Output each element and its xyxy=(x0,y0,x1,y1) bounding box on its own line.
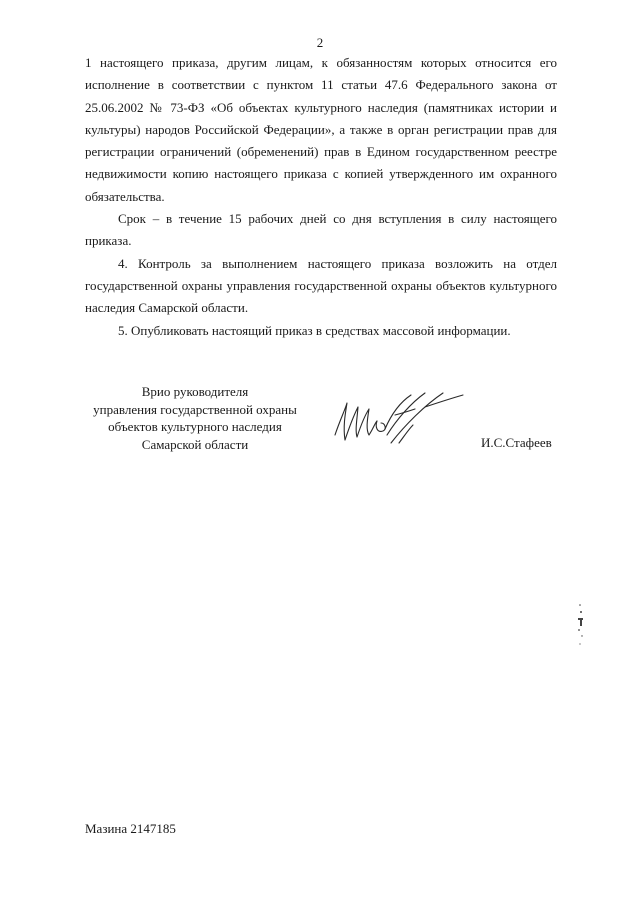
scan-artifact xyxy=(570,600,590,650)
position-line: управления государственной охраны xyxy=(93,401,297,417)
signatory-position xyxy=(85,383,305,453)
paragraph-item-5: 5. Опубликовать настоящий приказ в средствах массовой информации. xyxy=(118,322,511,338)
signatory-name: И.С.Стафеев xyxy=(481,435,552,450)
paragraph-deadline: Срок – в течение 15 рабочих дней со дня вступления в силу настоящего приказа. xyxy=(85,211,557,249)
document-body xyxy=(85,52,557,342)
position-line: объектов культурного наследия xyxy=(108,419,282,434)
handwritten-signature xyxy=(325,385,475,455)
page-number: 2 xyxy=(316,35,324,50)
paragraph-item-4: 4. Контроль за выполнением настоящего приказа возложить на отдел государственной охраны управления государственной охраны объектов культурного наследия Самарской области. xyxy=(85,255,557,316)
position-line: Врио руководителя xyxy=(141,384,249,399)
paragraph-continuation: 1 настоящего приказа, другим лицам, к обязанностям которых относится его исполнение в соответствии с пунктом 11 статьи 47.6 Федерального закона от 25.06.2002 № 73-ФЗ «Об объектах культурного наследия (памятниках истории и культуры) народов Российской Федерации», а также в орган регистрации прав для регистрации ограничений (обременений) прав в Едином государственном реестре недвижимости копию настоящего приказа с копией утвержденного им охранного обязательства. xyxy=(85,55,557,204)
executor-line: Мазина 2147185 xyxy=(85,821,176,836)
position-line: Самарской области xyxy=(141,436,249,452)
